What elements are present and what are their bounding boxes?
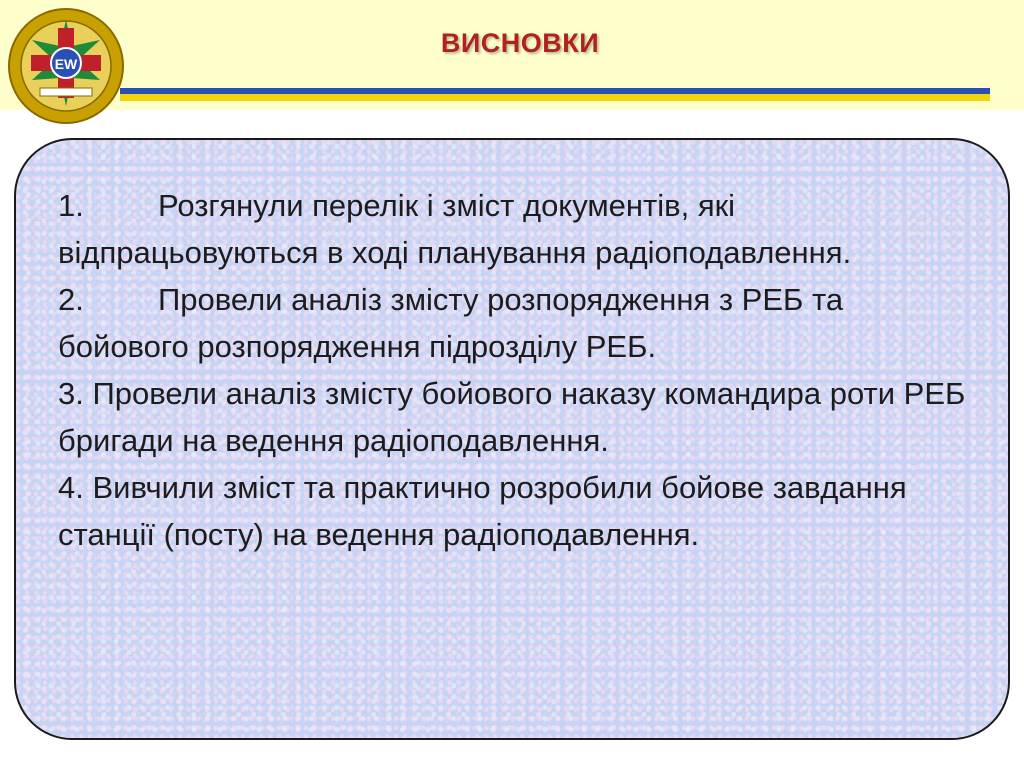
conclusion-item-2: [58, 276, 978, 370]
conclusion-item-3: [58, 370, 978, 464]
page-title: ВИСНОВКИ: [440, 28, 600, 58]
item-number: 1.: [58, 188, 84, 223]
item-text: Провели аналіз змісту розпорядження з РЕБ та бойового розпорядження підрозділу РЕБ.: [58, 282, 844, 364]
conclusions-list: [58, 182, 978, 558]
item-number: 2.: [58, 282, 84, 317]
conclusions-panel: [14, 138, 1010, 740]
military-emblem-icon: [6, 6, 126, 126]
header-divider-yellow: [120, 94, 990, 101]
conclusion-item-4: [58, 464, 978, 558]
conclusion-item-1: [58, 182, 978, 276]
item-text: Розгянули перелік і зміст документів, які відпрацьовуються в ході планування радіоподавлення.: [58, 188, 852, 270]
svg-text:ЕW: ЕW: [54, 56, 78, 72]
item-text: 3. Провели аналіз змісту бойового наказу командира роти РЕБ бригади на ведення радіоподавлення.: [58, 376, 966, 458]
item-text: 4. Вивчили зміст та практично розробили бойове завдання станції (посту) на ведення радіоподавлення.: [58, 470, 907, 552]
